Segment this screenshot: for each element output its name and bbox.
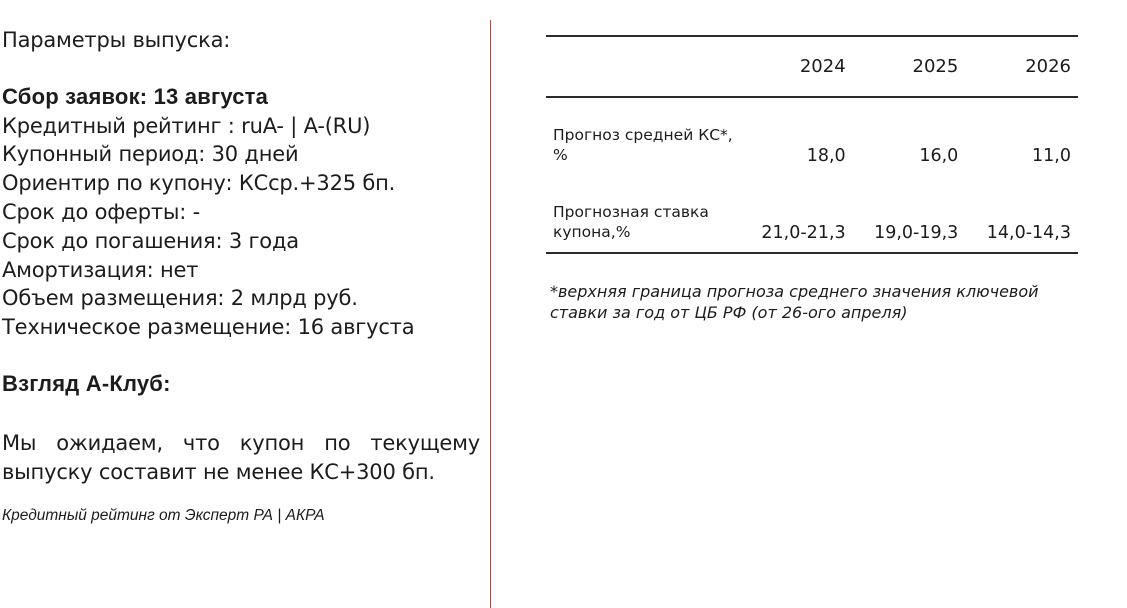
param-issue-volume: Объем размещения: 2 млрд руб. xyxy=(2,286,358,311)
view-heading: Взгляд А-Клуб: xyxy=(2,370,171,396)
cell-key-rate-2024: 18,0 xyxy=(806,146,846,166)
param-term-to-offer: Срок до оферты: - xyxy=(2,199,201,224)
param-amortization: Амортизация: нет xyxy=(2,257,199,282)
table-header-2024: 2024 xyxy=(799,56,846,77)
params-title: Параметры выпуска: xyxy=(2,28,231,52)
param-technical-placement: Техническое размещение: 16 августа xyxy=(2,315,415,340)
table-header-empty xyxy=(546,36,740,97)
book-building-date: Сбор заявок: 13 августа xyxy=(2,83,269,109)
forecast-table-panel xyxy=(546,35,1078,323)
table-header-2026: 2026 xyxy=(1025,56,1071,77)
row-label-key-rate: Прогноз средней КС*, % xyxy=(553,126,733,164)
table-header-2025: 2025 xyxy=(912,56,959,77)
table-footnote: *верхняя граница прогноза среднего значения ключевой ставки за год от ЦБ РФ (от 26-ого апреля) xyxy=(550,282,1039,322)
cell-coupon-2024: 21,0-21,3 xyxy=(761,223,846,243)
cell-key-rate-2025: 16,0 xyxy=(919,146,959,166)
cell-key-rate-2026: 11,0 xyxy=(1032,146,1071,166)
param-credit-rating: Кредитный рейтинг : ruA- | A-(RU) xyxy=(2,113,371,138)
forecast-table xyxy=(546,35,1078,254)
cell-coupon-2025: 19,0-19,3 xyxy=(874,223,959,243)
table-header-row xyxy=(546,36,1078,97)
param-term-to-maturity: Срок до погашения: 3 года xyxy=(2,228,299,253)
issue-parameters-panel xyxy=(2,26,480,526)
cell-coupon-2026: 14,0-14,3 xyxy=(986,223,1071,243)
param-coupon-guidance: Ориентир по купону: КСср.+325 бп. xyxy=(2,171,396,196)
table-row xyxy=(546,97,1078,175)
view-text: Мы ожидаем, что купон по текущему выпуску составит не менее КС+300 бп. xyxy=(2,430,480,484)
param-coupon-period: Купонный период: 30 дней xyxy=(2,142,299,167)
row-label-coupon-rate: Прогнозная ставка купона,% xyxy=(553,203,709,241)
vertical-divider xyxy=(490,20,491,608)
rating-source-note: Кредитный рейтинг от Эксперт РА | АКРА xyxy=(2,506,325,524)
table-row xyxy=(546,175,1078,253)
